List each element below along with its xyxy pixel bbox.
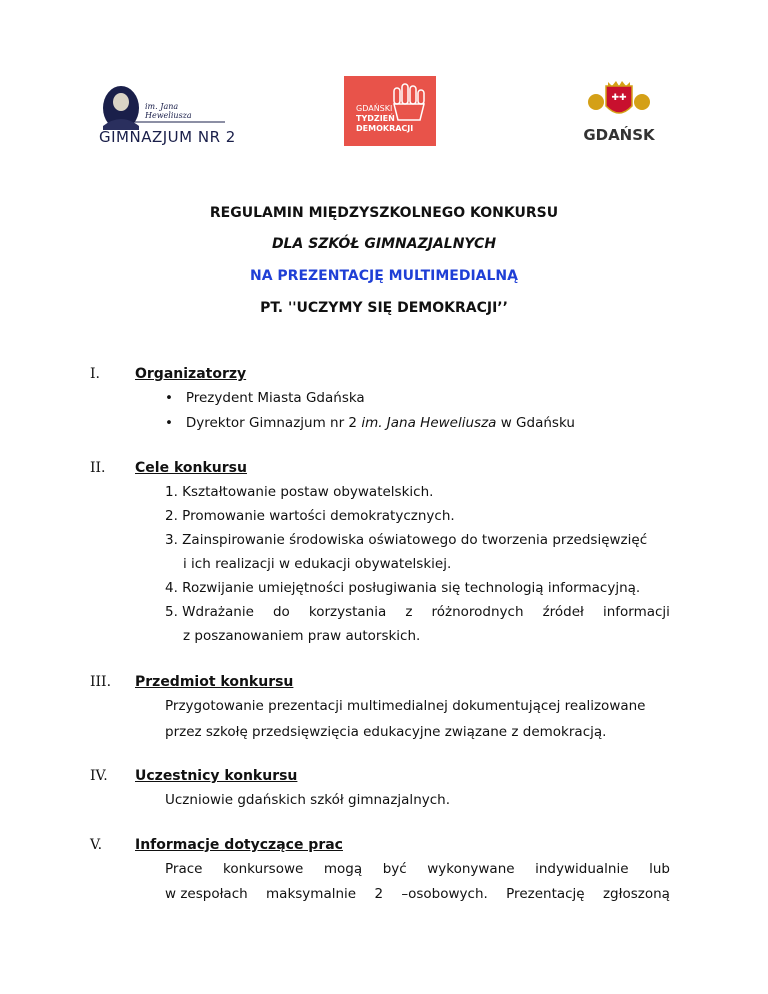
section-5-number: V. — [90, 837, 103, 853]
gdansk-coat-of-arms-logo — [578, 80, 660, 148]
logo-gdansk-text: GDAŃSK — [583, 126, 655, 144]
section-3-line-1: Przygotowanie prezentacji multimedialnej dokumentującej realizowane — [165, 698, 646, 714]
svg-text:✚✚: ✚✚ — [611, 93, 627, 103]
section-2-number: II. — [90, 460, 106, 476]
section-2-item-2: 2. Promowanie wartości demokratycznych. — [165, 508, 455, 524]
section-5-line-1: Prace konkursowe mogą być wykonywane indywidualnie lub — [165, 861, 670, 877]
section-4-number: IV. — [90, 768, 108, 784]
section-4-line-1: Uczniowie gdańskich szkół gimnazjalnych. — [165, 792, 451, 808]
section-3-heading: Przedmiot konkursu — [135, 674, 294, 690]
section-1-bullet-2: • Dyrektor Gimnazjum nr 2 im. Jana Heweliusza w Gdańsku — [165, 415, 575, 431]
section-2-item-1: 1. Kształtowanie postaw obywatelskich. — [165, 484, 434, 500]
title-line-1: REGULAMIN MIĘDZYSZKOLNEGO KONKURSU — [209, 205, 559, 221]
tydzien-demokracji-logo — [344, 76, 436, 146]
section-1-heading: Organizatorzy — [135, 366, 247, 382]
section-5-line-2: w zespołach maksymalnie 2 –osobowych. Prezentację zgłoszoną — [165, 886, 670, 902]
section-2-heading: Cele konkursu — [135, 460, 247, 476]
section-1-number: I. — [90, 366, 100, 382]
logo-mid-line1: GDAŃSKI — [356, 104, 393, 113]
section-3-number: III. — [90, 674, 112, 690]
logo-mid-line3: DEMOKRACJI — [356, 124, 414, 133]
section-4-heading: Uczestnicy konkursu — [135, 768, 298, 784]
logo-mid-line2: TYDZIEŃ — [356, 114, 395, 123]
section-5-heading: Informacje dotyczące prac — [135, 837, 343, 853]
section-2-item-5-cont: z poszanowaniem praw autorskich. — [183, 628, 421, 644]
section-2-item-3-cont: i ich realizacji w edukacji obywatelskiej. — [183, 556, 452, 572]
title-line-3: NA PREZENTACJĘ MULTIMEDIALNĄ — [250, 268, 518, 284]
title-line-4: PT. ''UCZYMY SIĘ DEMOKRACJI’’ — [260, 300, 508, 316]
section-2-item-4: 4. Rozwijanie umiejętności posługiwania się technologią informacyjną. — [165, 580, 641, 596]
gimnazjum-logo — [97, 82, 236, 150]
title-line-2: DLA SZKÓŁ GIMNAZJALNYCH — [271, 236, 497, 252]
section-3-line-2: przez szkołę przedsięwzięcia edukacyjne związane z demokracją. — [165, 724, 607, 740]
logo-script-text: im. Jana Heweliusza — [145, 102, 192, 120]
section-2-item-3: 3. Zainspirowanie środowiska oświatowego do tworzenia przedsięwzięć — [165, 532, 648, 548]
section-1-bullet-1: • Prezydent Miasta Gdańska — [165, 390, 365, 406]
section-2-item-5: 5. Wdrażanie do korzystania z różnorodnych źródeł informacji — [165, 604, 670, 620]
logo-school-name: GIMNAZJUM NR 2 — [99, 128, 236, 146]
